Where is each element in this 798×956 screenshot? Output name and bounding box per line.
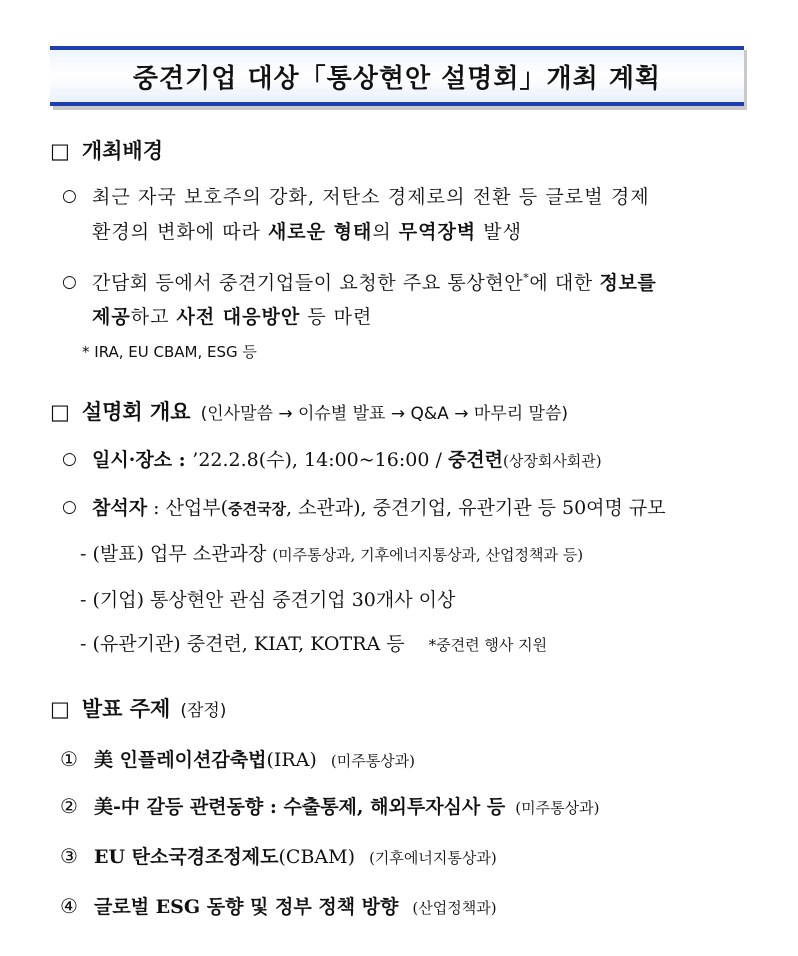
bullet-icon: ○ [62, 272, 77, 292]
emphasis-text: 정보를 [599, 272, 657, 294]
topic-dept: (미주통상과) [515, 799, 600, 817]
item-number: ② [60, 794, 78, 818]
text: (미주통상과, 기후에너지통상과, 산업정책과 등) [272, 546, 584, 564]
item-number: ③ [60, 844, 78, 868]
document-title: 중견기업 대상「통상현안 설명회」개최 계획 [132, 63, 662, 94]
detail-line [80, 585, 455, 612]
topic-item [60, 842, 497, 869]
topic-title: 글로벌 ESG 동향 및 정부 정책 방향 [94, 896, 399, 918]
text: : 산업부( [147, 497, 229, 519]
item-number: ① [60, 747, 78, 771]
topic-abbr: (CBAM) [278, 846, 356, 868]
section-topics [50, 693, 226, 723]
section-heading: 개최배경 [81, 139, 163, 163]
bullet-icon: ○ [62, 497, 77, 517]
text: 하고 [130, 306, 177, 328]
label: 일시·장소 : [92, 449, 193, 471]
datetime-value: ’22.2.8(수), 14:00~16:00 [192, 449, 430, 471]
section-heading: 발표 주제 [81, 697, 171, 721]
topic-item [60, 745, 415, 772]
emphasis-text: 무역장벽 [398, 221, 477, 243]
checkbox-icon: □ [50, 697, 70, 721]
detail-line [80, 629, 547, 656]
section-subtitle: (인사말씀 → 이슈별 발표 → Q&A → 마무리 말씀) [200, 404, 568, 424]
topic-dept: (산업정책과) [412, 899, 497, 917]
text: 등 마련 [300, 306, 373, 328]
emphasis-text: 중견국장 [228, 500, 286, 518]
venue-detail: (상장회사회관) [503, 452, 602, 470]
text: - (유관기관) 중견련, KIAT, KOTRA 등 [80, 633, 411, 655]
topic-item [60, 892, 497, 919]
paragraph-line [92, 302, 372, 329]
text: 의 [372, 221, 399, 243]
section-heading: 설명회 개요 [81, 400, 191, 424]
text: - (기업) 통상현안 관심 중견기업 30개사 이상 [80, 589, 456, 611]
section-background [50, 135, 163, 165]
bullet-icon: ○ [62, 449, 77, 469]
paragraph-line [92, 268, 656, 295]
text: 에 대한 [529, 272, 600, 294]
paragraph-line [92, 217, 522, 244]
text: 간담회 등에서 중견기업들이 요청한 주요 통상현안 [92, 272, 524, 294]
checkbox-icon: □ [50, 139, 70, 163]
item-number: ④ [60, 894, 78, 918]
venue: 중견련 [447, 449, 503, 471]
emphasis-text: 제공 [92, 306, 131, 328]
attendees-line [92, 493, 666, 520]
footnote-mark: * [523, 271, 530, 285]
separator: / [429, 449, 448, 471]
emphasis-text: 사전 대응방안 [176, 306, 301, 328]
text: 환경의 변화에 따라 [92, 221, 268, 243]
section-subtitle: (잠정) [180, 701, 227, 721]
emphasis-text: 새로운 형태 [267, 221, 373, 243]
topic-title: 美 인플레이션감축법 [94, 749, 267, 771]
topic-abbr: (IRA) [266, 749, 317, 771]
footnote: *중견련 행사 지원 [428, 636, 548, 654]
topic-dept: (기후에너지통상과) [369, 849, 497, 867]
paragraph-line [92, 182, 650, 209]
topic-item [60, 792, 599, 819]
text: 발생 [476, 221, 522, 243]
checkbox-icon: □ [50, 400, 70, 424]
footnote: * IRA, EU CBAM, ESG 등 [82, 343, 257, 361]
topic-title: 美-中 갈등 관련동향 : 수출통제, 해외투자심사 등 [94, 796, 506, 818]
datetime-venue-line [92, 445, 602, 472]
section-overview [50, 396, 568, 426]
topic-dept: (미주통상과) [330, 752, 416, 770]
text: - (발표) 업무 소관과장 [80, 543, 273, 565]
text: 최근 자국 보호주의 강화, 저탄소 경제로의 전환 등 글로벌 경제 [92, 186, 650, 208]
text: , 소관과), 중견기업, 유관기관 등 50여명 규모 [286, 497, 666, 519]
label: 참석자 [92, 497, 148, 519]
detail-line [80, 539, 583, 566]
bullet-icon: ○ [62, 186, 77, 206]
document-title-box [50, 46, 744, 106]
topic-title: EU 탄소국경조정제도 [94, 846, 279, 868]
